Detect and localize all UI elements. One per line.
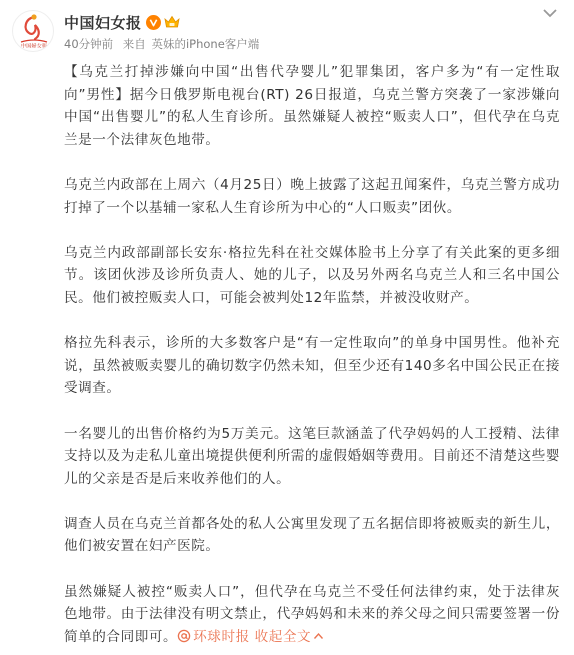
post-paragraph-4: 格拉先科表示，诊所的大多数客户是“有一定性取向”的单身中国男性。他补充说，虽然被贩卖婴儿的确切数字仍然未知，但至少还有140多名中国公民正在接受调查。 (64, 335, 560, 397)
post-paragraph-5: 一名婴儿的出售价格约为5万美元。这笔巨款涵盖了代孕妈妈的人工授精、法律支持以及为走私儿童出境提供便利所需的虚假婚姻等费用。目前还不清楚这些婴儿的父亲是否是后来收养他们的人。 (64, 425, 560, 487)
avatar-logo-text: 中国婦女報 (21, 43, 47, 50)
at-link-icon (177, 629, 191, 643)
post-paragraph-2: 乌克兰内政部在上周六（4月25日）晚上披露了这起丑闻案件，乌克兰警方成功打掉了一个以基辅一家私人生育诊所为中心的“人口贩卖”团伙。 (64, 176, 560, 216)
post-header (0, 0, 574, 56)
post-paragraph-6: 调查人员在乌克兰首都各处的私人公寓里发现了五名据信即将被贩卖的新生儿，他们被安置在妇产医院。 (64, 515, 560, 555)
account-name[interactable]: 中国妇女报 (64, 13, 142, 32)
collapse-text-label: 收起全文 (254, 628, 312, 645)
post-time: 40分钟前 (64, 37, 114, 51)
crown-icon[interactable] (164, 15, 180, 29)
logo-icon (13, 11, 54, 52)
post-from-label: 来自 (122, 37, 146, 51)
collapse-arrow-icon (313, 631, 324, 641)
post-device[interactable]: 英妹的iPhone客户端 (151, 37, 260, 51)
source-link-label: 环球时报 (193, 628, 250, 645)
verified-v-icon (146, 15, 161, 30)
source-link[interactable] (177, 629, 250, 645)
post-paragraph-3: 乌克兰内政部副部长安东·格拉先科在社交媒体脸书上分享了有关此案的更多细节。该团伙涉及诊所负责人、她的儿子，以及另外两名乌克兰人和三名中国公民。他们被控贩卖人口，可能会被判处12年监禁，并被没收财产。 (64, 244, 560, 306)
post-paragraph-7-text: 虽然嫌疑人被控“贩卖人口”，但代孕在乌克兰不受任何法律约束，处于法律灰色地带。由于法律没有明文禁止，代孕妈妈和未来的养父母之间只需要签署一份简单的合同即可。 (64, 583, 560, 645)
chevron-down-icon[interactable] (540, 6, 560, 22)
post-paragraph-1: 【乌克兰打掉涉嫌向中国“出售代孕婴儿”犯罪集团，客户多为“有一定性取向”男性】据今日俄罗斯电视台(RT) 26日报道，乌克兰警方突袭了一家涉嫌向中国“出售婴儿”的私人生育诊所。虽然嫌疑人被控“贩卖人口”，但代孕在乌克兰是一个法律灰色地带。 (64, 64, 560, 148)
post-meta (64, 36, 259, 52)
account-name-row (64, 11, 180, 33)
avatar[interactable] (12, 10, 54, 52)
post-body (64, 61, 560, 648)
post-paragraph-7 (64, 581, 560, 649)
collapse-text-link[interactable] (255, 629, 325, 645)
